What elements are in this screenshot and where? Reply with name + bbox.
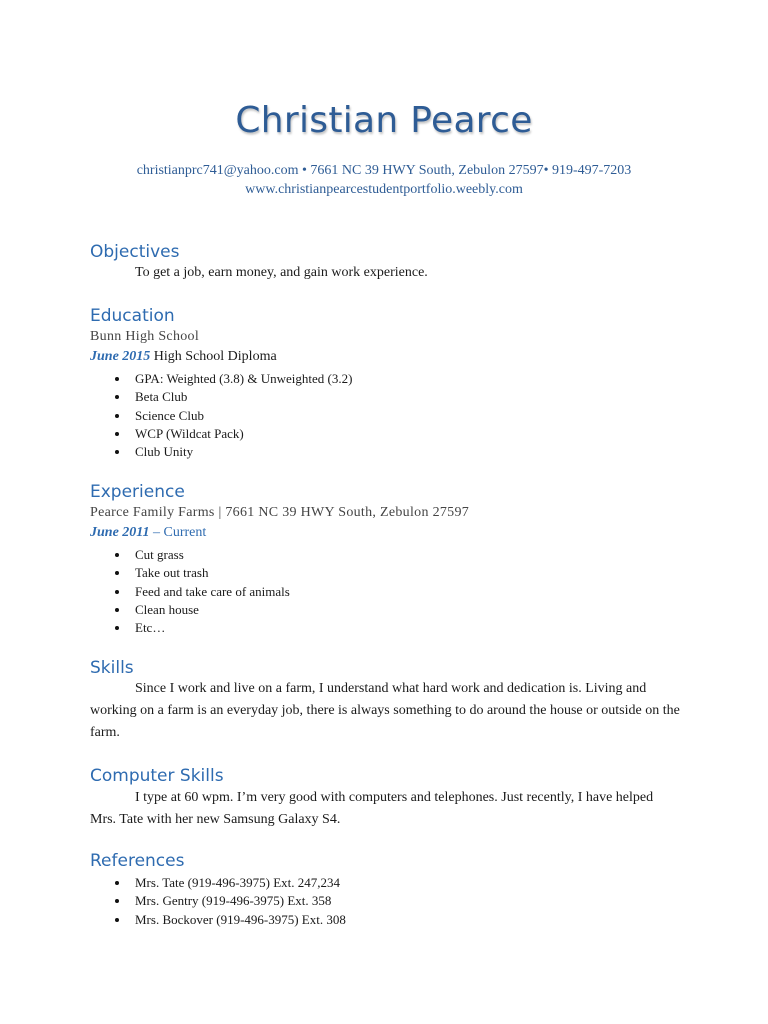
education-date: June 2015 (90, 349, 151, 364)
experience-list (90, 546, 290, 637)
references-heading: References (90, 851, 185, 871)
list-item: Clean house (90, 601, 290, 619)
computer-skills-text: I type at 60 wpm. I’m very good with computers and telephones. Just recently, I have helped Mrs. Tate with her new Samsung Galaxy S4. (90, 790, 654, 827)
experience-current: – Current (149, 525, 207, 540)
portfolio-website: www.christianpearcestudentportfolio.weebly.com (245, 182, 523, 197)
resume-name: Christian Pearce (235, 100, 533, 141)
objectives-heading: Objectives (90, 242, 180, 262)
list-item: Club Unity (90, 443, 352, 461)
references-list (90, 874, 346, 929)
list-item: Mrs. Gentry (919-496-3975) Ext. 358 (90, 892, 346, 910)
list-item: GPA: Weighted (3.8) & Unweighted (3.2) (90, 370, 352, 388)
objectives-text: To get a job, earn money, and gain work experience. (135, 265, 428, 280)
experience-date: June 2011 (90, 525, 150, 540)
list-item: WCP (Wildcat Pack) (90, 425, 352, 443)
education-list (90, 370, 352, 461)
list-item: Feed and take care of animals (90, 583, 290, 601)
list-item: Cut grass (90, 546, 290, 564)
list-item: Beta Club (90, 388, 352, 406)
list-item: Mrs. Tate (919-496-3975) Ext. 247,234 (90, 874, 346, 892)
experience-heading: Experience (90, 482, 185, 502)
skills-heading: Skills (90, 658, 134, 678)
education-degree: High School Diploma (150, 349, 277, 364)
contact-line: christianprc741@yahoo.com • 7661 NC 39 HWY South, Zebulon 27597• 919-497-7203 (136, 163, 632, 178)
list-item: Etc… (90, 619, 290, 637)
skills-text: Since I work and live on a farm, I understand what hard work and dedication is. Living and working on a farm is an everyday job, there is always something to do around the house or outside on the farm. (90, 681, 680, 740)
list-item: Take out trash (90, 564, 290, 582)
education-heading: Education (90, 306, 175, 326)
experience-employer: Pearce Family Farms | 7661 NC 39 HWY South, Zebulon 27597 (90, 505, 470, 520)
list-item: Science Club (90, 407, 352, 425)
education-degree-line (90, 347, 277, 367)
computer-skills-heading: Computer Skills (90, 766, 224, 786)
experience-date-line (90, 523, 206, 543)
education-school: Bunn High School (90, 329, 200, 344)
list-item: Mrs. Bockover (919-496-3975) Ext. 308 (90, 911, 346, 929)
